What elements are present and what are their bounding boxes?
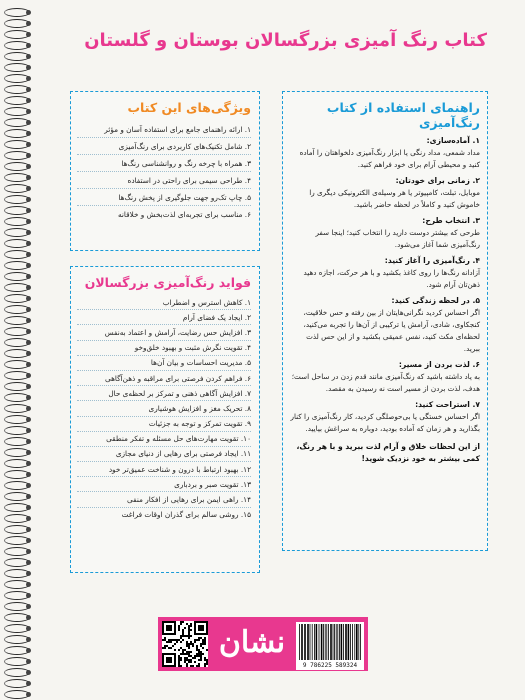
barcode-bar: [312, 624, 313, 660]
barcode-bar: [328, 624, 329, 660]
qr-module: [204, 643, 206, 645]
qr-module: [178, 639, 180, 641]
barcode-bar: [330, 624, 332, 660]
qr-module: [180, 621, 182, 623]
qr-finder: [198, 625, 204, 631]
qr-module: [186, 623, 188, 625]
guide-section-head: ۷. استراحت کنید:: [415, 400, 480, 409]
qr-module: [184, 635, 186, 637]
guide-section-head: ۵. در لحظه زندگی کنید:: [391, 296, 480, 305]
qr-module: [184, 653, 186, 655]
binding-hole: [26, 230, 31, 235]
binding-hole: [26, 362, 31, 367]
benefit-item: ۱۰. تقویت مهارت‌های حل مسئله و تفکر منطقی: [106, 434, 251, 444]
qr-module: [182, 621, 184, 623]
qr-module: [170, 647, 172, 649]
qr-module: [204, 639, 206, 641]
qr-module: [196, 647, 198, 649]
qr-module: [188, 645, 190, 647]
qr-module: [188, 653, 190, 655]
binding-hole: [26, 373, 31, 378]
binding-hole: [26, 197, 31, 202]
binding-hole: [26, 43, 31, 48]
qr-module: [176, 641, 178, 643]
qr-module: [204, 665, 206, 667]
qr-module: [178, 661, 180, 663]
qr-module: [186, 653, 188, 655]
guide-section-head: ۶. لذت بردن از مسیر:: [398, 360, 480, 369]
qr-module: [190, 625, 192, 627]
barcode-icon: [296, 622, 364, 662]
binding-hole: [26, 681, 31, 686]
barcode-bar: [301, 624, 303, 660]
guide-section-body: اگر احساس خستگی یا بی‌حوصلگی کردید، کار رنگ‌آمیزی را کنار بگذارید و هر زمان که آماده بودید، دوباره به سراغش بیایید.: [290, 412, 480, 433]
qr-module: [188, 651, 190, 653]
qr-module: [186, 665, 188, 667]
qr-module: [178, 625, 180, 627]
qr-module: [188, 661, 190, 663]
binding-hole: [26, 428, 31, 433]
qr-module: [182, 629, 184, 631]
barcode-bar: [325, 624, 326, 660]
barcode-bar: [345, 624, 347, 660]
qr-module: [200, 659, 202, 661]
guide-section-body: موبایل، تبلت، کامپیوتر یا هر وسیله‌ی الکترونیکی دیگری را خاموش کنید و کاملاً در لحظه حاضر باشید.: [309, 188, 480, 209]
binding-hole: [26, 494, 31, 499]
binding-hole: [26, 329, 31, 334]
guide-section-head: ۲. زمانی برای خودتان:: [395, 176, 480, 185]
qr-module: [194, 657, 196, 659]
feature-item: ۴. طراحی سیمی برای راحتی در استفاده: [127, 175, 251, 185]
benefit-item: ۱۳. تقویت صبر و بردباری: [174, 479, 251, 489]
qr-module: [178, 655, 180, 657]
qr-module: [180, 635, 182, 637]
barcode-bar: [319, 624, 320, 660]
binding-hole: [26, 483, 31, 488]
qr-code-icon: [162, 621, 208, 667]
benefit-item: ۹. تقویت تمرکز و توجه به جزئیات: [148, 419, 251, 429]
qr-module: [196, 645, 198, 647]
barcode-number: 9 786225 589324: [296, 662, 364, 670]
binding-hole: [26, 54, 31, 59]
qr-module: [186, 651, 188, 653]
qr-module: [180, 637, 182, 639]
qr-module: [186, 641, 188, 643]
benefit-item: ۴. تقویت نگرش مثبت و بهبود خلق‌وخو: [134, 343, 251, 353]
qr-module: [204, 641, 206, 643]
qr-module: [188, 637, 190, 639]
qr-module: [182, 639, 184, 641]
qr-module: [178, 627, 180, 629]
qr-module: [194, 655, 196, 657]
qr-module: [198, 637, 200, 639]
qr-module: [186, 643, 188, 645]
qr-module: [168, 639, 170, 641]
qr-module: [186, 645, 188, 647]
barcode-bar: [299, 624, 300, 660]
binding-hole: [26, 186, 31, 191]
qr-module: [182, 633, 184, 635]
qr-module: [200, 655, 202, 657]
benefit-item: ۲. ایجاد یک فضای آرام: [182, 312, 251, 322]
qr-module: [180, 665, 182, 667]
binding-hole: [26, 142, 31, 147]
binding-hole: [26, 120, 31, 125]
qr-module: [188, 625, 190, 627]
guide-box: [282, 91, 488, 551]
barcode-bar: [358, 624, 359, 660]
qr-module: [192, 665, 194, 667]
page-title: کتاب رنگ آمیزی بزرگسالان بوستان و گلستان: [84, 30, 487, 51]
qr-module: [204, 637, 206, 639]
binding-hole: [26, 582, 31, 587]
qr-module: [182, 649, 184, 651]
binding-hole: [26, 252, 31, 257]
binding-hole: [26, 296, 31, 301]
qr-module: [164, 639, 166, 641]
qr-module: [166, 645, 168, 647]
qr-module: [206, 649, 208, 651]
guide-section-head: ۴. رنگ‌آمیزی را آغاز کنید:: [384, 256, 480, 265]
binding-hole: [26, 670, 31, 675]
qr-module: [192, 643, 194, 645]
qr-module: [204, 659, 206, 661]
benefit-item: ۱۵. روشی سالم برای گذران اوقات فراغت: [121, 510, 251, 520]
binding-hole: [26, 32, 31, 37]
binding-hole: [26, 461, 31, 466]
guide-section-head: ۱. آماده‌سازی:: [426, 136, 480, 145]
qr-module: [180, 641, 182, 643]
guide-section: [289, 136, 480, 171]
qr-module: [206, 659, 208, 661]
binding-hole: [26, 274, 31, 279]
qr-module: [186, 663, 188, 665]
qr-module: [194, 641, 196, 643]
publisher-logo: نشان: [218, 625, 286, 660]
qr-module: [198, 659, 200, 661]
benefit-item: ۱۴. راهی ایمن برای رهایی از افکار منفی: [127, 495, 251, 505]
binding-hole: [26, 648, 31, 653]
qr-module: [174, 643, 176, 645]
qr-module: [178, 629, 180, 631]
binding-hole: [26, 285, 31, 290]
barcode-bar: [316, 624, 318, 660]
qr-module: [188, 647, 190, 649]
qr-module: [180, 647, 182, 649]
qr-module: [164, 645, 166, 647]
binding-hole: [26, 395, 31, 400]
binding-hole: [26, 164, 31, 169]
qr-module: [180, 653, 182, 655]
qr-module: [198, 655, 200, 657]
guide-section-body: به یاد داشته باشید که رنگ‌آمیزی مانند قدم زدن در ساحل است؛ هدف، لذت بردن از مسیر است نه رسیدن به مقصد.: [291, 372, 480, 393]
qr-finder: [166, 625, 172, 631]
qr-module: [198, 663, 200, 665]
barcode-bar: [337, 624, 338, 660]
qr-module: [196, 653, 198, 655]
qr-module: [200, 651, 202, 653]
qr-module: [192, 645, 194, 647]
binding-hole: [26, 87, 31, 92]
qr-module: [162, 647, 164, 649]
guide-section: [289, 216, 480, 251]
qr-module: [192, 657, 194, 659]
qr-finder: [166, 657, 172, 663]
feature-item: ۱. ارائه راهنمای جامع برای استفاده آسان و مؤثر: [104, 124, 251, 134]
qr-module: [200, 657, 202, 659]
guide-section-body: آزادانه رنگ‌ها را روی کاغذ بکشید و با هر حرکت، اجازه دهید ذهن‌تان آرام شود.: [303, 268, 480, 289]
qr-module: [190, 665, 192, 667]
qr-module: [190, 641, 192, 643]
qr-module: [170, 639, 172, 641]
binding-hole: [26, 615, 31, 620]
binding-hole: [26, 208, 31, 213]
binding-hole: [26, 241, 31, 246]
benefits-heading: فواید رنگ‌آمیزی بزرگسالان: [84, 275, 251, 290]
qr-module: [202, 641, 204, 643]
qr-module: [188, 659, 190, 661]
qr-module: [188, 633, 190, 635]
guide-closing: از این لحظات خلاق و آرام لذت ببرید و با هر رنگ، کمی بیشتر به خود نزدیک شوید!: [296, 442, 480, 463]
binding-hole: [26, 318, 31, 323]
qr-module: [184, 657, 186, 659]
qr-module: [178, 657, 180, 659]
binding-hole: [26, 351, 31, 356]
qr-module: [186, 657, 188, 659]
qr-module: [184, 627, 186, 629]
barcode-bar: [336, 624, 337, 660]
qr-module: [198, 649, 200, 651]
qr-module: [196, 639, 198, 641]
qr-module: [190, 623, 192, 625]
benefit-item: ۷. افزایش آگاهی ذهنی و تمرکز بر لحظه‌ی حال: [108, 388, 251, 398]
binding-hole: [26, 65, 31, 70]
binding-hole: [26, 560, 31, 565]
binding-hole: [26, 307, 31, 312]
barcode-bar: [323, 624, 324, 660]
binding-hole: [26, 21, 31, 26]
binding-hole: [26, 10, 31, 15]
qr-module: [184, 649, 186, 651]
qr-module: [186, 635, 188, 637]
barcode-bar: [339, 624, 340, 660]
qr-module: [162, 639, 164, 641]
feature-item: ۵. چاپ تک‌رو جهت جلوگیری از پخش رنگ‌ها: [118, 192, 251, 202]
binding-hole: [26, 571, 31, 576]
guide-section: [289, 360, 480, 395]
qr-module: [188, 627, 190, 629]
spiral-binding: [0, 0, 34, 700]
benefit-item: ۱۲. بهبود ارتباط با درون و شناخت عمیق‌تر خود: [108, 464, 251, 474]
binding-hole: [26, 109, 31, 114]
qr-module: [190, 643, 192, 645]
qr-module: [186, 659, 188, 661]
binding-hole: [26, 604, 31, 609]
binding-hole: [26, 263, 31, 268]
benefit-item: ۱. کاهش استرس و اضطراب: [162, 297, 251, 307]
binding-hole: [26, 516, 31, 521]
qr-module: [198, 653, 200, 655]
guide-section-body: مداد شمعی، مداد رنگی یا ابزار رنگ‌آمیزی دلخواهتان را آماده کنید و محیطی آرام برای خود فراهم کنید.: [299, 148, 480, 169]
barcode-bar: [354, 624, 355, 660]
binding-hole: [26, 549, 31, 554]
guide-section: [289, 296, 480, 355]
benefits-box: [70, 266, 260, 573]
qr-module: [206, 663, 208, 665]
binding-hole: [26, 505, 31, 510]
qr-module: [198, 639, 200, 641]
qr-module: [204, 663, 206, 665]
binding-hole: [26, 439, 31, 444]
benefit-item: ۶. فراهم کردن فرصتی برای مراقبه و ذهن‌آگاهی: [104, 373, 251, 383]
qr-module: [202, 643, 204, 645]
guide-section-body: طرحی که بیشتر دوست دارید را انتخاب کنید؛ اینجا سفر رنگ‌آمیزی شما آغاز می‌شود.: [315, 228, 480, 249]
qr-module: [196, 649, 198, 651]
qr-module: [180, 659, 182, 661]
qr-module: [200, 643, 202, 645]
feature-item: ۲. شامل تکنیک‌های کاربردی برای رنگ‌آمیزی: [118, 141, 251, 151]
qr-module: [188, 643, 190, 645]
qr-module: [180, 623, 182, 625]
binding-hole: [26, 406, 31, 411]
qr-module: [196, 665, 198, 667]
binding-hole: [26, 153, 31, 158]
benefit-item: ۵. مدیریت احساسات و بیان آن‌ها: [150, 358, 251, 368]
binding-hole: [26, 637, 31, 642]
qr-module: [168, 641, 170, 643]
qr-module: [200, 637, 202, 639]
qr-module: [166, 641, 168, 643]
binding-hole: [26, 131, 31, 136]
benefit-item: ۱۱. ایجاد فرصتی برای رهایی از دنیای مجازی: [115, 449, 251, 459]
qr-module: [182, 631, 184, 633]
barcode-bar: [343, 624, 344, 660]
guide-heading: راهنمای استفاده از کتاب رنگ‌آمیزی: [326, 100, 480, 130]
binding-hole: [26, 98, 31, 103]
barcode-bar: [310, 624, 311, 660]
qr-module: [178, 663, 180, 665]
guide-section: [289, 256, 480, 291]
qr-module: [172, 645, 174, 647]
barcode-bar: [348, 624, 350, 660]
qr-module: [200, 645, 202, 647]
qr-module: [174, 649, 176, 651]
qr-module: [202, 653, 204, 655]
qr-module: [164, 637, 166, 639]
qr-module: [188, 631, 190, 633]
guide-section-body: اگر احساس کردید نگرانی‌هایتان از بین رفته و حس خلاقیت، کنجکاوی، شادی، آرامش یا ترکیبی از آن‌ها را تجربه می‌کنید، لحظه‌ای مکث کنید، نفس عمیقی بکشید و از این حس لذت ببرید.: [303, 308, 480, 353]
binding-hole: [26, 417, 31, 422]
qr-module: [202, 639, 204, 641]
qr-module: [198, 651, 200, 653]
qr-module: [190, 651, 192, 653]
barcode-bar: [360, 624, 361, 660]
binding-hole: [26, 450, 31, 455]
qr-module: [190, 655, 192, 657]
features-heading: ویژگی‌های این کتاب: [127, 100, 251, 115]
binding-hole: [26, 76, 31, 81]
qr-module: [188, 655, 190, 657]
qr-module: [176, 639, 178, 641]
guide-section: [289, 176, 480, 211]
qr-module: [190, 629, 192, 631]
qr-module: [174, 639, 176, 641]
qr-module: [194, 639, 196, 641]
binding-hole: [26, 538, 31, 543]
binding-hole: [26, 472, 31, 477]
guide-section: [289, 400, 480, 435]
binding-hole: [26, 659, 31, 664]
binding-hole: [26, 175, 31, 180]
qr-module: [190, 659, 192, 661]
qr-module: [178, 649, 180, 651]
barcode-bar: [326, 624, 327, 660]
qr-module: [178, 659, 180, 661]
barcode-bar: [307, 624, 309, 660]
qr-module: [200, 653, 202, 655]
qr-module: [182, 635, 184, 637]
qr-module: [168, 647, 170, 649]
benefit-item: ۳. افزایش حس رضایت، آرامش و اعتماد به‌نفس: [104, 327, 251, 337]
qr-module: [198, 665, 200, 667]
qr-module: [164, 647, 166, 649]
binding-hole: [26, 340, 31, 345]
binding-hole: [26, 219, 31, 224]
qr-module: [180, 657, 182, 659]
qr-module: [188, 635, 190, 637]
guide-section-head: ۳. انتخاب طرح:: [422, 216, 480, 225]
feature-item: ۳. همراه با چرخه رنگ و روانشناسی رنگ‌ها: [121, 158, 251, 168]
qr-module: [172, 639, 174, 641]
qr-module: [182, 653, 184, 655]
qr-module: [170, 641, 172, 643]
binding-hole: [26, 384, 31, 389]
qr-module: [202, 647, 204, 649]
qr-module: [190, 635, 192, 637]
barcode-bar: [350, 624, 351, 660]
qr-module: [178, 665, 180, 667]
features-box: [70, 91, 260, 251]
qr-module: [196, 655, 198, 657]
barcode-bar: [304, 624, 306, 660]
binding-hole: [26, 527, 31, 532]
barcode-bar: [334, 624, 335, 660]
qr-module: [182, 651, 184, 653]
qr-module: [204, 657, 206, 659]
binding-hole: [26, 593, 31, 598]
barcode-bar: [341, 624, 343, 660]
barcode-bar: [314, 624, 315, 660]
barcode-bar: [352, 624, 353, 660]
benefit-item: ۸. تحریک مغز و افزایش هوشیاری: [148, 403, 251, 413]
binding-hole: [26, 692, 31, 697]
barcode-bar: [356, 624, 358, 660]
qr-module: [188, 629, 190, 631]
qr-module: [190, 661, 192, 663]
qr-module: [184, 659, 186, 661]
barcode-bar: [333, 624, 334, 660]
feature-item: ۶. مناسب برای تجربه‌ای لذت‌بخش و خلاقانه: [117, 209, 251, 219]
qr-module: [194, 661, 196, 663]
binding-hole: [26, 626, 31, 631]
qr-module: [184, 661, 186, 663]
qr-module: [206, 661, 208, 663]
barcode-bar: [321, 624, 323, 660]
